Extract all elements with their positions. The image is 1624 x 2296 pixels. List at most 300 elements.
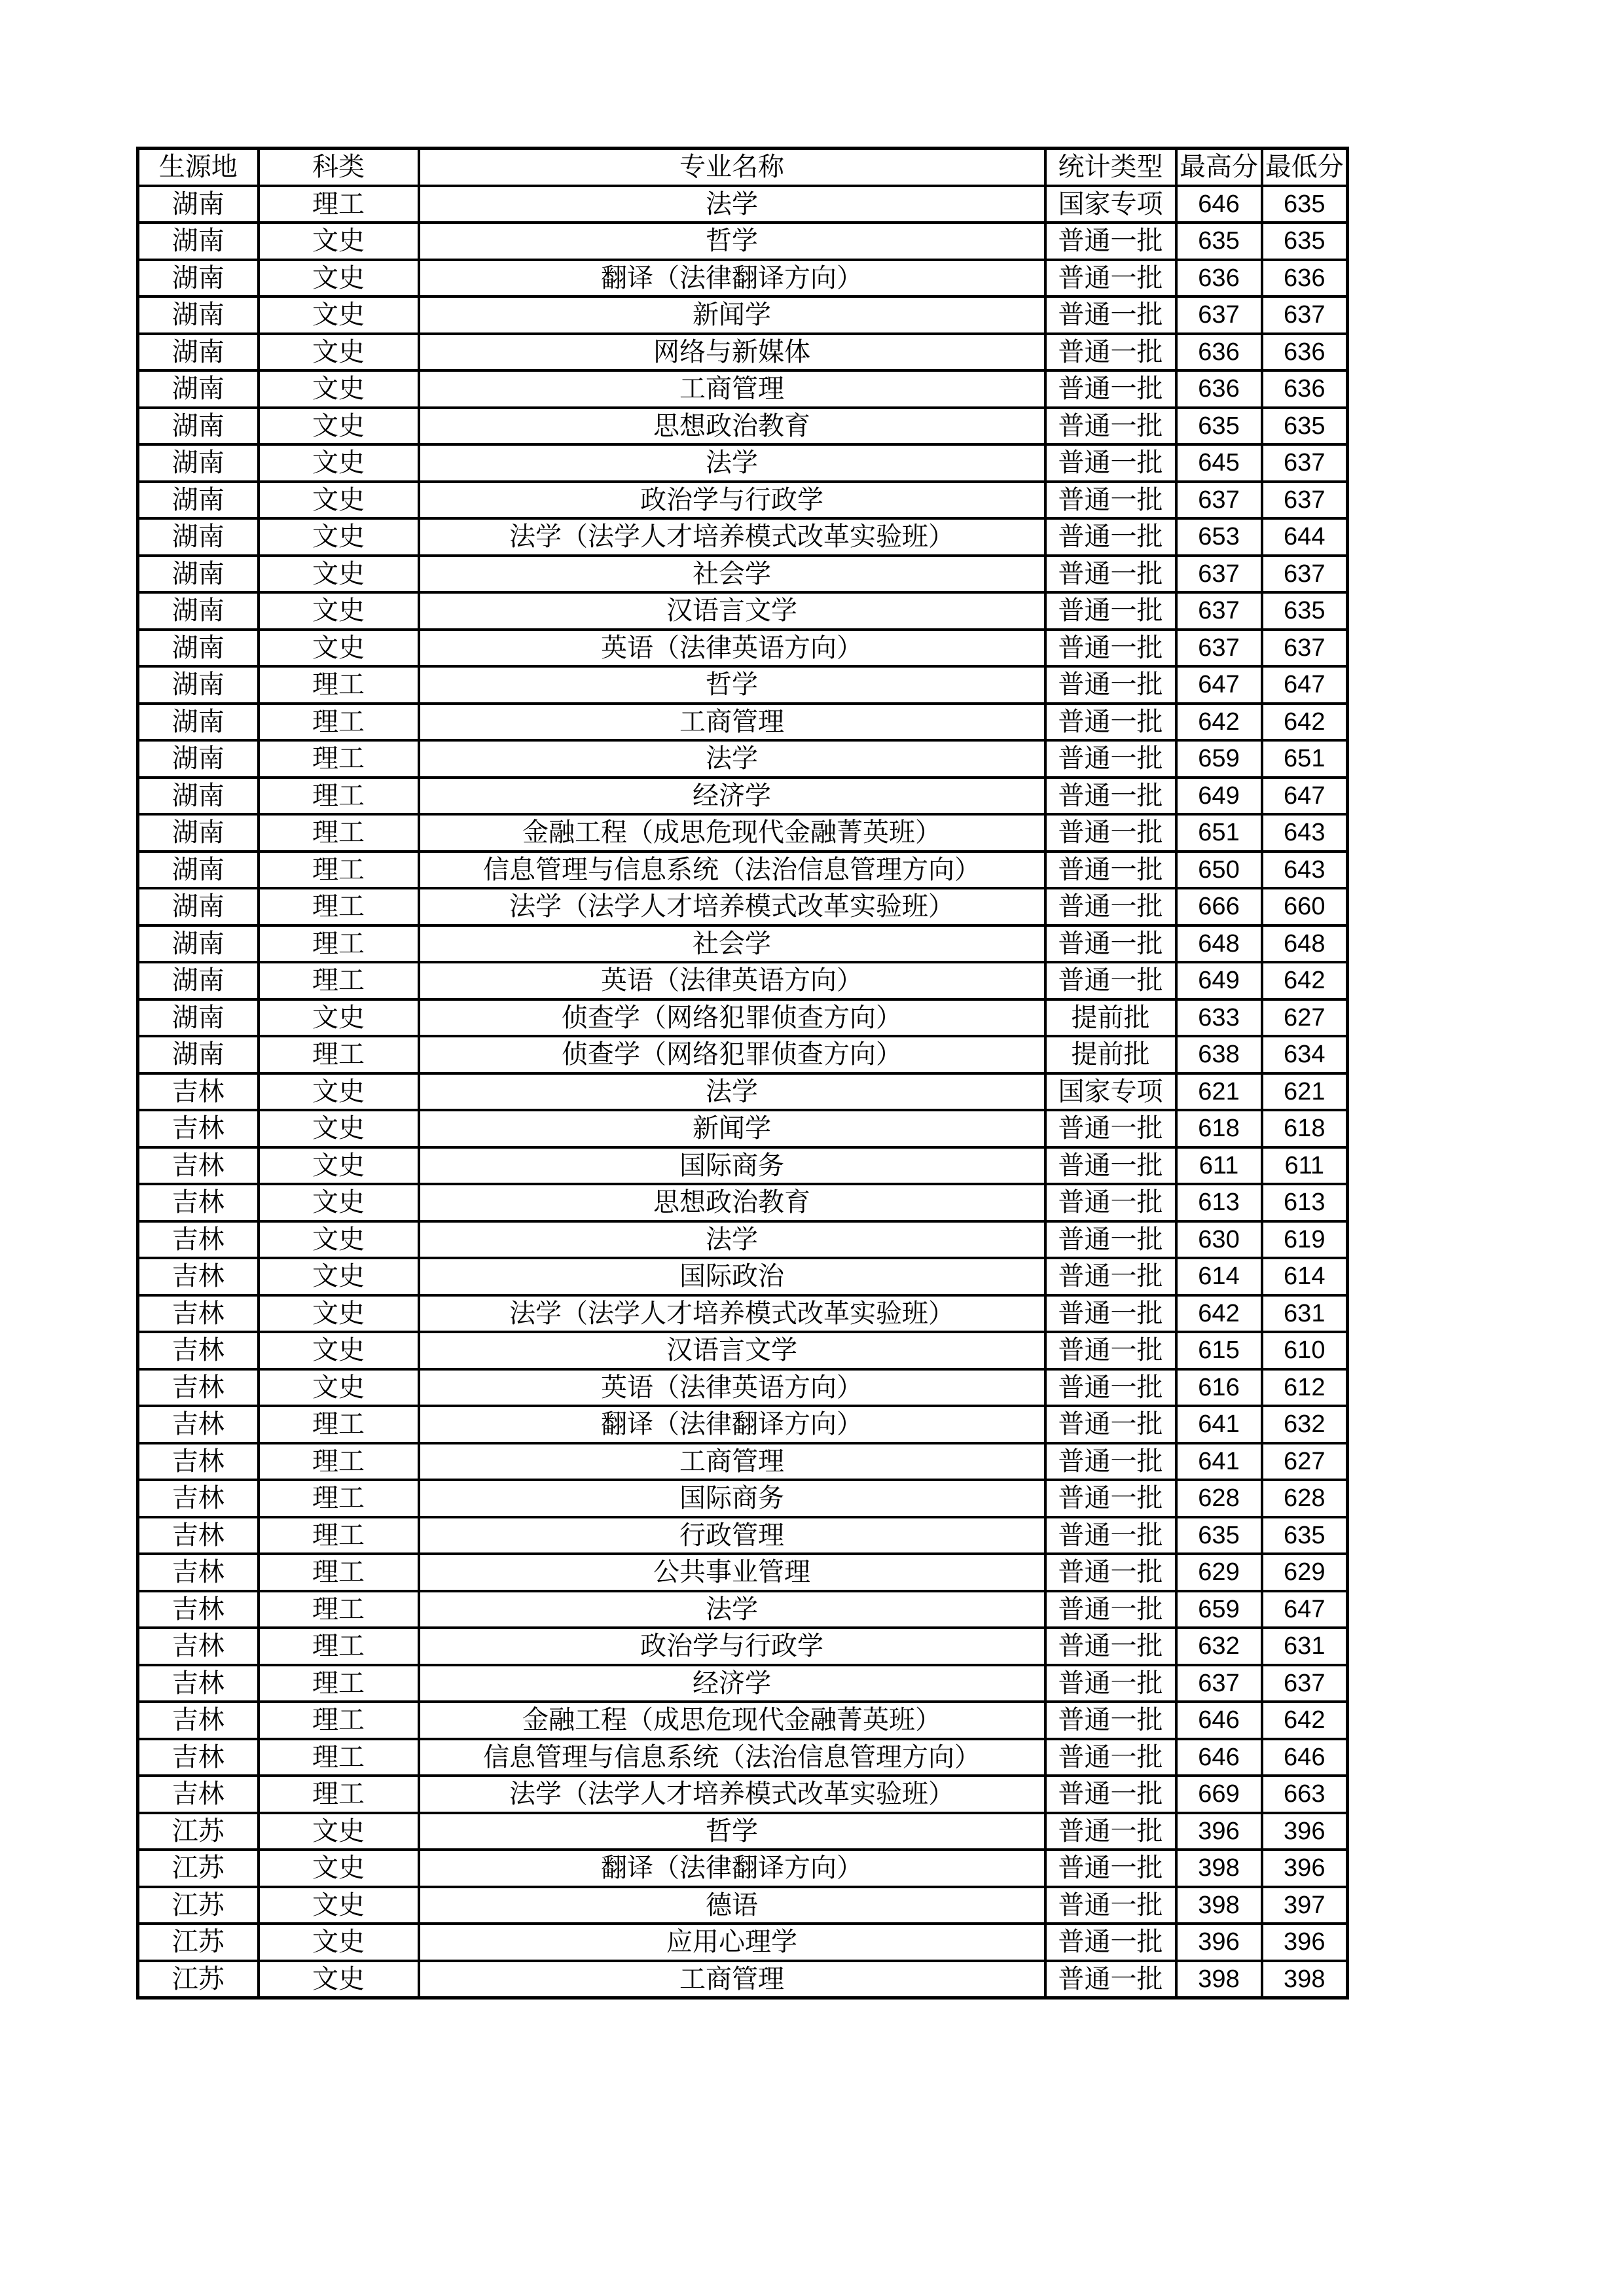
- cell-category: 文史: [259, 223, 419, 260]
- cell-origin: 湖南: [138, 408, 259, 445]
- cell-origin: 湖南: [138, 592, 259, 630]
- cell-origin: 湖南: [138, 482, 259, 519]
- header-major: 专业名称: [419, 149, 1045, 186]
- cell-min-score: 398: [1262, 1961, 1348, 1998]
- cell-major: 信息管理与信息系统（法治信息管理方向）: [419, 1739, 1045, 1776]
- cell-batch-type: 国家专项: [1045, 1073, 1176, 1111]
- cell-category: 理工: [259, 1480, 419, 1517]
- cell-origin: 江苏: [138, 1887, 259, 1924]
- cell-batch-type: 普通一批: [1045, 408, 1176, 445]
- cell-major: 法学: [419, 740, 1045, 778]
- cell-batch-type: 普通一批: [1045, 1258, 1176, 1295]
- cell-category: 理工: [259, 1665, 419, 1702]
- cell-category: 理工: [259, 1406, 419, 1443]
- cell-category: 理工: [259, 1554, 419, 1591]
- cell-batch-type: 普通一批: [1045, 1739, 1176, 1776]
- cell-origin: 湖南: [138, 186, 259, 223]
- cell-category: 文史: [259, 999, 419, 1037]
- cell-category: 理工: [259, 1517, 419, 1554]
- cell-batch-type: 普通一批: [1045, 592, 1176, 630]
- table-row: [138, 1110, 1348, 1147]
- cell-major: 政治学与行政学: [419, 1628, 1045, 1665]
- cell-batch-type: 普通一批: [1045, 1480, 1176, 1517]
- cell-batch-type: 普通一批: [1045, 814, 1176, 852]
- table-row: [138, 1443, 1348, 1480]
- cell-max-score: 636: [1176, 260, 1262, 297]
- table-row: [138, 223, 1348, 260]
- cell-category: 理工: [259, 888, 419, 925]
- table-row: [138, 260, 1348, 297]
- table-row: [138, 925, 1348, 963]
- cell-max-score: 621: [1176, 1073, 1262, 1111]
- cell-min-score: 646: [1262, 1739, 1348, 1776]
- cell-min-score: 637: [1262, 1665, 1348, 1702]
- cell-min-score: 636: [1262, 370, 1348, 408]
- cell-min-score: 612: [1262, 1369, 1348, 1407]
- cell-origin: 吉林: [138, 1776, 259, 1813]
- cell-batch-type: 普通一批: [1045, 962, 1176, 999]
- cell-max-score: 646: [1176, 186, 1262, 223]
- cell-origin: 吉林: [138, 1406, 259, 1443]
- cell-origin: 吉林: [138, 1443, 259, 1480]
- cell-origin: 湖南: [138, 1036, 259, 1073]
- cell-max-score: 653: [1176, 518, 1262, 556]
- table-row: [138, 814, 1348, 852]
- cell-batch-type: 普通一批: [1045, 1961, 1176, 1998]
- cell-min-score: 396: [1262, 1924, 1348, 1961]
- cell-category: 文史: [259, 296, 419, 334]
- cell-major: 金融工程（成思危现代金融菁英班）: [419, 1702, 1045, 1739]
- cell-major: 英语（法律英语方向）: [419, 1369, 1045, 1407]
- cell-batch-type: 普通一批: [1045, 1147, 1176, 1185]
- cell-category: 文史: [259, 1110, 419, 1147]
- cell-category: 文史: [259, 1332, 419, 1369]
- cell-major: 英语（法律英语方向）: [419, 962, 1045, 999]
- cell-origin: 湖南: [138, 444, 259, 482]
- table-body: [138, 186, 1348, 1998]
- cell-major: 法学（法学人才培养模式改革实验班）: [419, 518, 1045, 556]
- cell-max-score: 628: [1176, 1480, 1262, 1517]
- cell-origin: 吉林: [138, 1147, 259, 1185]
- table-row: [138, 888, 1348, 925]
- table-row: [138, 444, 1348, 482]
- cell-category: 文史: [259, 482, 419, 519]
- cell-min-score: 647: [1262, 778, 1348, 815]
- cell-origin: 湖南: [138, 334, 259, 371]
- cell-origin: 吉林: [138, 1480, 259, 1517]
- cell-batch-type: 普通一批: [1045, 630, 1176, 667]
- cell-max-score: 648: [1176, 925, 1262, 963]
- cell-max-score: 632: [1176, 1628, 1262, 1665]
- header-batch-type: 统计类型: [1045, 149, 1176, 186]
- cell-min-score: 663: [1262, 1776, 1348, 1813]
- table-row: [138, 1702, 1348, 1739]
- cell-batch-type: 普通一批: [1045, 1702, 1176, 1739]
- cell-major: 翻译（法律翻译方向）: [419, 260, 1045, 297]
- cell-max-score: 635: [1176, 223, 1262, 260]
- header-row: [138, 149, 1348, 186]
- cell-batch-type: 普通一批: [1045, 1517, 1176, 1554]
- cell-origin: 湖南: [138, 260, 259, 297]
- cell-major: 哲学: [419, 1813, 1045, 1850]
- cell-batch-type: 普通一批: [1045, 704, 1176, 741]
- cell-major: 工商管理: [419, 704, 1045, 741]
- cell-min-score: 396: [1262, 1813, 1348, 1850]
- cell-batch-type: 普通一批: [1045, 296, 1176, 334]
- cell-major: 国际商务: [419, 1147, 1045, 1185]
- cell-max-score: 396: [1176, 1924, 1262, 1961]
- cell-category: 文史: [259, 518, 419, 556]
- cell-category: 理工: [259, 1036, 419, 1073]
- cell-major: 法学: [419, 1221, 1045, 1259]
- cell-category: 文史: [259, 1887, 419, 1924]
- table-row: [138, 1887, 1348, 1924]
- cell-category: 文史: [259, 1850, 419, 1887]
- table-row: [138, 1184, 1348, 1221]
- cell-origin: 江苏: [138, 1961, 259, 1998]
- cell-origin: 吉林: [138, 1739, 259, 1776]
- cell-max-score: 659: [1176, 1591, 1262, 1628]
- table-row: [138, 370, 1348, 408]
- cell-batch-type: 普通一批: [1045, 1295, 1176, 1333]
- cell-major: 政治学与行政学: [419, 482, 1045, 519]
- table-row: [138, 482, 1348, 519]
- cell-major: 法学: [419, 186, 1045, 223]
- cell-max-score: 669: [1176, 1776, 1262, 1813]
- table-row: [138, 1924, 1348, 1961]
- cell-origin: 湖南: [138, 740, 259, 778]
- cell-category: 理工: [259, 704, 419, 741]
- cell-major: 行政管理: [419, 1517, 1045, 1554]
- cell-max-score: 647: [1176, 666, 1262, 704]
- cell-major: 哲学: [419, 223, 1045, 260]
- cell-max-score: 637: [1176, 630, 1262, 667]
- cell-max-score: 650: [1176, 852, 1262, 889]
- cell-category: 文史: [259, 556, 419, 593]
- cell-category: 文史: [259, 1184, 419, 1221]
- cell-max-score: 638: [1176, 1036, 1262, 1073]
- cell-major: 汉语言文学: [419, 592, 1045, 630]
- cell-origin: 湖南: [138, 518, 259, 556]
- cell-major: 侦查学（网络犯罪侦查方向）: [419, 999, 1045, 1037]
- cell-max-score: 646: [1176, 1739, 1262, 1776]
- table-row: [138, 1665, 1348, 1702]
- cell-max-score: 614: [1176, 1258, 1262, 1295]
- cell-category: 理工: [259, 852, 419, 889]
- cell-batch-type: 普通一批: [1045, 370, 1176, 408]
- cell-min-score: 634: [1262, 1036, 1348, 1073]
- cell-category: 文史: [259, 592, 419, 630]
- cell-min-score: 642: [1262, 704, 1348, 741]
- cell-max-score: 635: [1176, 1517, 1262, 1554]
- cell-max-score: 637: [1176, 482, 1262, 519]
- cell-batch-type: 普通一批: [1045, 852, 1176, 889]
- cell-category: 理工: [259, 1628, 419, 1665]
- cell-category: 理工: [259, 962, 419, 999]
- cell-max-score: 666: [1176, 888, 1262, 925]
- cell-origin: 吉林: [138, 1554, 259, 1591]
- cell-major: 翻译（法律翻译方向）: [419, 1406, 1045, 1443]
- cell-min-score: 642: [1262, 1702, 1348, 1739]
- table-row: [138, 962, 1348, 999]
- cell-category: 文史: [259, 334, 419, 371]
- cell-min-score: 397: [1262, 1887, 1348, 1924]
- cell-batch-type: 普通一批: [1045, 223, 1176, 260]
- cell-batch-type: 普通一批: [1045, 1887, 1176, 1924]
- cell-origin: 吉林: [138, 1517, 259, 1554]
- cell-batch-type: 普通一批: [1045, 1406, 1176, 1443]
- cell-min-score: 627: [1262, 1443, 1348, 1480]
- cell-major: 国际商务: [419, 1480, 1045, 1517]
- cell-origin: 湖南: [138, 704, 259, 741]
- cell-major: 新闻学: [419, 1110, 1045, 1147]
- cell-min-score: 637: [1262, 482, 1348, 519]
- cell-batch-type: 普通一批: [1045, 666, 1176, 704]
- table-row: [138, 408, 1348, 445]
- cell-min-score: 660: [1262, 888, 1348, 925]
- cell-batch-type: 普通一批: [1045, 1924, 1176, 1961]
- cell-batch-type: 普通一批: [1045, 1591, 1176, 1628]
- cell-max-score: 616: [1176, 1369, 1262, 1407]
- table-row: [138, 1850, 1348, 1887]
- cell-min-score: 619: [1262, 1221, 1348, 1259]
- cell-max-score: 398: [1176, 1961, 1262, 1998]
- cell-batch-type: 国家专项: [1045, 186, 1176, 223]
- table-row: [138, 852, 1348, 889]
- cell-min-score: 613: [1262, 1184, 1348, 1221]
- cell-origin: 吉林: [138, 1591, 259, 1628]
- cell-major: 信息管理与信息系统（法治信息管理方向）: [419, 852, 1045, 889]
- cell-origin: 湖南: [138, 296, 259, 334]
- cell-major: 社会学: [419, 556, 1045, 593]
- cell-category: 理工: [259, 1739, 419, 1776]
- table-row: [138, 1295, 1348, 1333]
- cell-batch-type: 普通一批: [1045, 925, 1176, 963]
- table-row: [138, 556, 1348, 593]
- table-row: [138, 1480, 1348, 1517]
- cell-batch-type: 普通一批: [1045, 260, 1176, 297]
- cell-category: 文史: [259, 370, 419, 408]
- cell-min-score: 621: [1262, 1073, 1348, 1111]
- cell-batch-type: 提前批: [1045, 1036, 1176, 1073]
- cell-batch-type: 普通一批: [1045, 1554, 1176, 1591]
- cell-origin: 湖南: [138, 778, 259, 815]
- cell-min-score: 627: [1262, 999, 1348, 1037]
- cell-max-score: 637: [1176, 592, 1262, 630]
- cell-origin: 湖南: [138, 630, 259, 667]
- cell-min-score: 631: [1262, 1295, 1348, 1333]
- cell-origin: 湖南: [138, 925, 259, 963]
- cell-max-score: 636: [1176, 334, 1262, 371]
- header-category: 科类: [259, 149, 419, 186]
- cell-category: 理工: [259, 666, 419, 704]
- table-row: [138, 1813, 1348, 1850]
- cell-max-score: 649: [1176, 778, 1262, 815]
- cell-origin: 吉林: [138, 1702, 259, 1739]
- cell-category: 文史: [259, 1073, 419, 1111]
- cell-category: 理工: [259, 778, 419, 815]
- cell-origin: 吉林: [138, 1332, 259, 1369]
- cell-category: 文史: [259, 1221, 419, 1259]
- cell-max-score: 646: [1176, 1702, 1262, 1739]
- cell-major: 国际政治: [419, 1258, 1045, 1295]
- cell-min-score: 629: [1262, 1554, 1348, 1591]
- cell-major: 社会学: [419, 925, 1045, 963]
- cell-min-score: 610: [1262, 1332, 1348, 1369]
- table-row: [138, 1961, 1348, 1998]
- cell-origin: 湖南: [138, 556, 259, 593]
- cell-min-score: 647: [1262, 1591, 1348, 1628]
- cell-category: 理工: [259, 925, 419, 963]
- cell-max-score: 633: [1176, 999, 1262, 1037]
- cell-major: 思想政治教育: [419, 408, 1045, 445]
- table-row: [138, 592, 1348, 630]
- cell-category: 理工: [259, 814, 419, 852]
- table-row: [138, 1739, 1348, 1776]
- cell-major: 新闻学: [419, 296, 1045, 334]
- cell-min-score: 643: [1262, 814, 1348, 852]
- admission-scores-table: [136, 147, 1349, 2000]
- cell-min-score: 637: [1262, 296, 1348, 334]
- cell-batch-type: 普通一批: [1045, 1443, 1176, 1480]
- cell-min-score: 614: [1262, 1258, 1348, 1295]
- cell-batch-type: 普通一批: [1045, 1776, 1176, 1813]
- cell-min-score: 637: [1262, 444, 1348, 482]
- cell-category: 理工: [259, 186, 419, 223]
- cell-category: 文史: [259, 1147, 419, 1185]
- cell-origin: 湖南: [138, 370, 259, 408]
- cell-max-score: 630: [1176, 1221, 1262, 1259]
- table-row: [138, 1073, 1348, 1111]
- cell-min-score: 635: [1262, 186, 1348, 223]
- cell-min-score: 636: [1262, 334, 1348, 371]
- table-row: [138, 1591, 1348, 1628]
- table-row: [138, 1406, 1348, 1443]
- cell-major: 法学（法学人才培养模式改革实验班）: [419, 1295, 1045, 1333]
- cell-min-score: 611: [1262, 1147, 1348, 1185]
- cell-batch-type: 普通一批: [1045, 556, 1176, 593]
- table-row: [138, 1332, 1348, 1369]
- header-origin: 生源地: [138, 149, 259, 186]
- cell-min-score: 651: [1262, 740, 1348, 778]
- cell-major: 经济学: [419, 778, 1045, 815]
- cell-batch-type: 提前批: [1045, 999, 1176, 1037]
- cell-origin: 湖南: [138, 814, 259, 852]
- cell-origin: 湖南: [138, 852, 259, 889]
- cell-major: 金融工程（成思危现代金融菁英班）: [419, 814, 1045, 852]
- cell-max-score: 641: [1176, 1406, 1262, 1443]
- table-row: [138, 704, 1348, 741]
- cell-origin: 吉林: [138, 1110, 259, 1147]
- cell-category: 文史: [259, 1813, 419, 1850]
- cell-min-score: 637: [1262, 630, 1348, 667]
- cell-batch-type: 普通一批: [1045, 740, 1176, 778]
- cell-category: 文史: [259, 444, 419, 482]
- cell-min-score: 396: [1262, 1850, 1348, 1887]
- cell-min-score: 643: [1262, 852, 1348, 889]
- cell-max-score: 611: [1176, 1147, 1262, 1185]
- table-row: [138, 1554, 1348, 1591]
- cell-origin: 吉林: [138, 1628, 259, 1665]
- cell-max-score: 645: [1176, 444, 1262, 482]
- table-row: [138, 1628, 1348, 1665]
- cell-batch-type: 普通一批: [1045, 1184, 1176, 1221]
- cell-max-score: 659: [1176, 740, 1262, 778]
- cell-origin: 湖南: [138, 888, 259, 925]
- cell-batch-type: 普通一批: [1045, 778, 1176, 815]
- cell-max-score: 651: [1176, 814, 1262, 852]
- cell-origin: 吉林: [138, 1221, 259, 1259]
- table-row: [138, 1369, 1348, 1407]
- cell-origin: 吉林: [138, 1184, 259, 1221]
- cell-min-score: 642: [1262, 962, 1348, 999]
- cell-origin: 吉林: [138, 1258, 259, 1295]
- cell-origin: 吉林: [138, 1073, 259, 1111]
- cell-major: 法学（法学人才培养模式改革实验班）: [419, 888, 1045, 925]
- cell-major: 应用心理学: [419, 1924, 1045, 1961]
- cell-major: 哲学: [419, 666, 1045, 704]
- table-row: [138, 778, 1348, 815]
- table-row: [138, 1221, 1348, 1259]
- cell-batch-type: 普通一批: [1045, 518, 1176, 556]
- cell-max-score: 649: [1176, 962, 1262, 999]
- cell-min-score: 644: [1262, 518, 1348, 556]
- cell-category: 理工: [259, 1443, 419, 1480]
- cell-max-score: 398: [1176, 1887, 1262, 1924]
- table-row: [138, 334, 1348, 371]
- cell-category: 理工: [259, 1776, 419, 1813]
- cell-major: 经济学: [419, 1665, 1045, 1702]
- cell-min-score: 647: [1262, 666, 1348, 704]
- cell-category: 文史: [259, 630, 419, 667]
- cell-max-score: 637: [1176, 1665, 1262, 1702]
- table-row: [138, 740, 1348, 778]
- cell-category: 文史: [259, 1258, 419, 1295]
- cell-category: 理工: [259, 1702, 419, 1739]
- cell-min-score: 631: [1262, 1628, 1348, 1665]
- cell-origin: 江苏: [138, 1924, 259, 1961]
- cell-major: 工商管理: [419, 1961, 1045, 1998]
- cell-max-score: 642: [1176, 704, 1262, 741]
- table-row: [138, 999, 1348, 1037]
- table-row: [138, 1258, 1348, 1295]
- cell-max-score: 613: [1176, 1184, 1262, 1221]
- table-row: [138, 1776, 1348, 1813]
- cell-major: 侦查学（网络犯罪侦查方向）: [419, 1036, 1045, 1073]
- cell-max-score: 618: [1176, 1110, 1262, 1147]
- table-row: [138, 1517, 1348, 1554]
- cell-category: 文史: [259, 1295, 419, 1333]
- cell-major: 工商管理: [419, 1443, 1045, 1480]
- cell-batch-type: 普通一批: [1045, 482, 1176, 519]
- cell-max-score: 635: [1176, 408, 1262, 445]
- table-row: [138, 296, 1348, 334]
- cell-origin: 吉林: [138, 1665, 259, 1702]
- cell-batch-type: 普通一批: [1045, 1665, 1176, 1702]
- cell-max-score: 637: [1176, 556, 1262, 593]
- table-row: [138, 1036, 1348, 1073]
- cell-major: 英语（法律英语方向）: [419, 630, 1045, 667]
- cell-max-score: 398: [1176, 1850, 1262, 1887]
- cell-major: 汉语言文学: [419, 1332, 1045, 1369]
- cell-min-score: 635: [1262, 592, 1348, 630]
- cell-min-score: 648: [1262, 925, 1348, 963]
- cell-origin: 湖南: [138, 962, 259, 999]
- table-row: [138, 186, 1348, 223]
- cell-min-score: 635: [1262, 223, 1348, 260]
- cell-origin: 湖南: [138, 223, 259, 260]
- cell-category: 文史: [259, 1961, 419, 1998]
